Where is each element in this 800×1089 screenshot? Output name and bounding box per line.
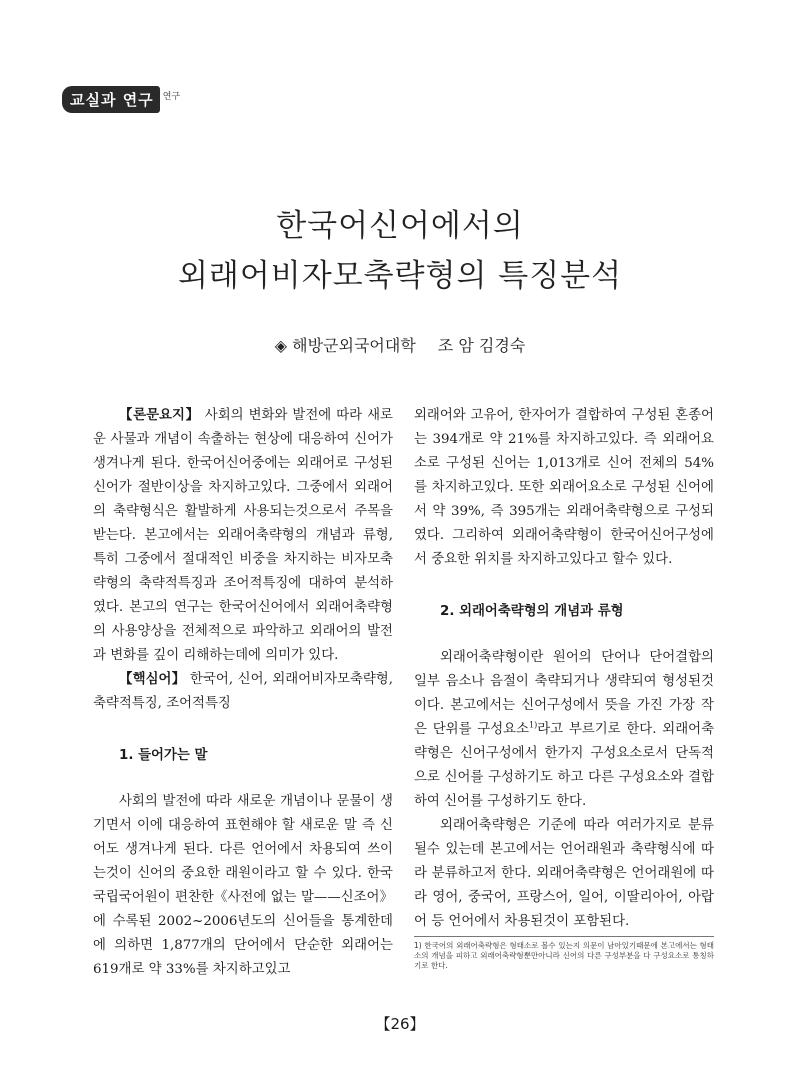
- right-paragraph-1: 외래어와 고유어, 한자어가 결합하여 구성된 혼종어는 394개로 약 21%를 차지하고있다. 즉 외래어요소로 구성된 신어는 1,013개로 신어 전체의 54%를 차지하고있다. 또한 외래어요소로 구성된 신어에서 약 39%, 즉 395개는 외래어축략형으로 구성되였다. 그리하여 외래어축략형이 한국어신어구성에서 중요한 위치를 차지하고있다고 할수 있다.: [414, 408, 714, 567]
- abstract-paragraph: [93, 404, 393, 668]
- author-names: 조 암 김경숙: [437, 336, 526, 355]
- section1-heading: 1. 들어가는 말: [119, 748, 208, 763]
- journal-logo: [62, 86, 180, 113]
- journal-logo-tail: 연구: [162, 92, 181, 102]
- keywords-paragraph: [93, 668, 393, 716]
- journal-logo-text: 교실과 연구: [62, 86, 160, 113]
- right-paragraph-3: 외래어축략형은 기준에 따라 여러가지로 분류될수 있는데 본고에서는 언어래원과 축략형식에 따라 분류하고저 한다. 외래어축략형은 언어래원에 따라 영어, 중국어, 프랑스어, 일어, 이딸리아어, 아랍어 등 언어에서 차용된것이 포함된다.: [414, 818, 714, 929]
- keywords-label: 【핵심어】: [119, 672, 186, 687]
- author-affiliation: ◈ 해방군외국어대학: [274, 336, 416, 355]
- right-paragraph-2-b: 라고 부르기로 한다. 외래어축략형은 신어구성에서 한가지 구성요소로서 단독적으로 신어를 구성하기도 하고 다른 구성요소와 결합하여 신어를 구성하기도 한다.: [414, 722, 715, 809]
- left-column: [93, 404, 393, 982]
- footnote-marker: 1): [529, 720, 538, 730]
- right-column: [414, 404, 714, 971]
- right-paragraph-2: [414, 646, 714, 814]
- abstract-text: 사회의 변화와 발전에 따라 새로운 사물과 개념이 속출하는 현상에 대응하여 신어가 생겨나게 된다. 한국어신어중에는 외래어로 구성된 신어가 절반이상을 차지하고있다. 그중에서 외래어의 축략형식은 활발하게 사용되는것으로서 주목을 받는다. 본고에서는 외래어축략형의 개념과 류형, 특히 그중에서 절대적인 비중을 차지하는 비자모축략형의 축략적특징과 조어적특징에 대하여 분석하였다. 본고의 연구는 한국어신어에서 외래어축략형의 사용양상을 전체적으로 파악하고 외래어의 발전과 변화를 깊이 리해하는데에 의미가 있다.: [93, 408, 393, 663]
- footnote: 1) 한국어의 외래어축략형은 형태소로 볼수 있는지 의문이 남아있기때문에 본고에서는 형태소의 개념을 피하고 외래어축략형뿐만아니라 신어의 다른 구성부분을 다 구성요소로 통칭하기로 한다.: [414, 936, 714, 971]
- author-line: [0, 333, 800, 356]
- page-number: 【26】: [375, 1015, 425, 1033]
- abstract-label: 【론문요지】: [119, 408, 200, 423]
- article-title-line2: 외래어비자모축략형의 특징분석: [177, 258, 623, 294]
- article-title-line1: 한국어신어에서의: [276, 208, 524, 244]
- section1-paragraph: 사회의 발전에 따라 새로운 개념이나 문물이 생기면서 이에 대응하여 표현해야 할 새로운 말 즉 신어도 생겨나게 된다. 다른 언어에서 차용되여 쓰이는것이 신어의 중요한 래원이라고 할 수 있다. 한국국립국어원이 편찬한《사전에 없는 말——신조어》에 수록된 2002~2006년도의 신어들을 통계한데에 의하면 1,877개의 단어에서 단순한 외래어는 619개로 약 33%를 차지하고있고: [93, 794, 393, 977]
- section2-heading: 2. 외래어축략형의 개념과 류형: [440, 604, 624, 619]
- keywords-text: 한국어, 신어, 외래어비자모축략형, 축략적특징, 조어적특징: [93, 672, 393, 711]
- right-paragraph-2-a: 외래어축략형이란 원어의 단어나 단어결합의 일부 음소나 음절이 축략되거나 생략되여 형성된것이다. 본고에서는 신어구성에서 뜻을 가진 가장 작은 단위를 구성요소: [414, 650, 714, 737]
